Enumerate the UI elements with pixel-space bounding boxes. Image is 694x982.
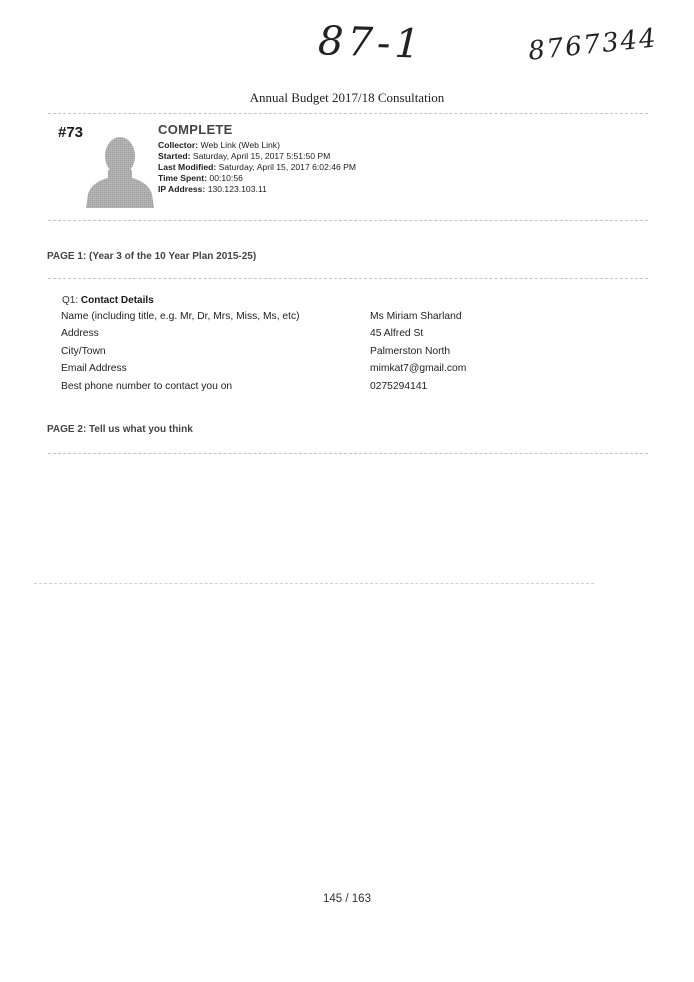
user-avatar-icon	[86, 134, 154, 208]
modified-label: Last Modified:	[158, 162, 217, 172]
page2-heading: PAGE 2: Tell us what you think	[47, 424, 193, 435]
time-spent-value: 00:10:56	[209, 173, 243, 183]
started-value: Saturday, April 15, 2017 5:51:50 PM	[192, 151, 331, 161]
modified-line	[158, 162, 356, 173]
response-number: #73	[58, 124, 84, 141]
field-label-city: City/Town	[61, 346, 106, 357]
time-spent-label: Time Spent:	[158, 173, 208, 183]
response-status: COMPLETE	[158, 122, 233, 137]
ip-address-value: 130.123.103.11	[207, 184, 267, 194]
time-spent-line	[158, 173, 356, 184]
collector-label: Collector:	[158, 140, 199, 150]
field-value-address: 45 Alfred St	[370, 328, 424, 339]
question-text: Contact Details	[80, 295, 154, 306]
ip-address-line	[158, 184, 356, 195]
handwritten-note-right: 8767344	[526, 23, 660, 67]
divider	[48, 220, 648, 221]
collector-line	[158, 140, 356, 151]
survey-title: Annual Budget 2017/18 Consultation	[249, 90, 445, 105]
divider	[48, 113, 648, 114]
response-metadata	[158, 140, 356, 195]
collector-value: Web Link (Web Link)	[200, 140, 280, 150]
field-value-email: mimkat7@gmail.com	[370, 363, 467, 374]
question-title	[62, 295, 154, 306]
page-counter: 145 / 163	[323, 893, 371, 905]
started-label: Started:	[158, 151, 191, 161]
page1-heading: PAGE 1: (Year 3 of the 10 Year Plan 2015-25)	[47, 251, 257, 262]
divider	[48, 453, 648, 454]
ip-address-label: IP Address:	[158, 184, 206, 194]
field-value-name: Ms Miriam Sharland	[370, 311, 462, 322]
field-label-phone: Best phone number to contact you on	[61, 381, 233, 392]
question-number: Q1:	[62, 295, 79, 306]
field-label-name: Name (including title, e.g. Mr, Dr, Mrs, Miss, Ms, etc)	[61, 311, 300, 322]
field-value-city: Palmerston North	[370, 346, 451, 357]
divider	[34, 583, 594, 584]
field-value-phone: 0275294141	[370, 381, 428, 392]
modified-value: Saturday, April 15, 2017 6:02:46 PM	[218, 162, 357, 172]
divider	[48, 278, 648, 279]
field-label-address: Address	[61, 328, 99, 339]
handwritten-note-left: 87-1	[317, 18, 425, 68]
started-line	[158, 151, 356, 162]
field-label-email: Email Address	[61, 363, 127, 374]
